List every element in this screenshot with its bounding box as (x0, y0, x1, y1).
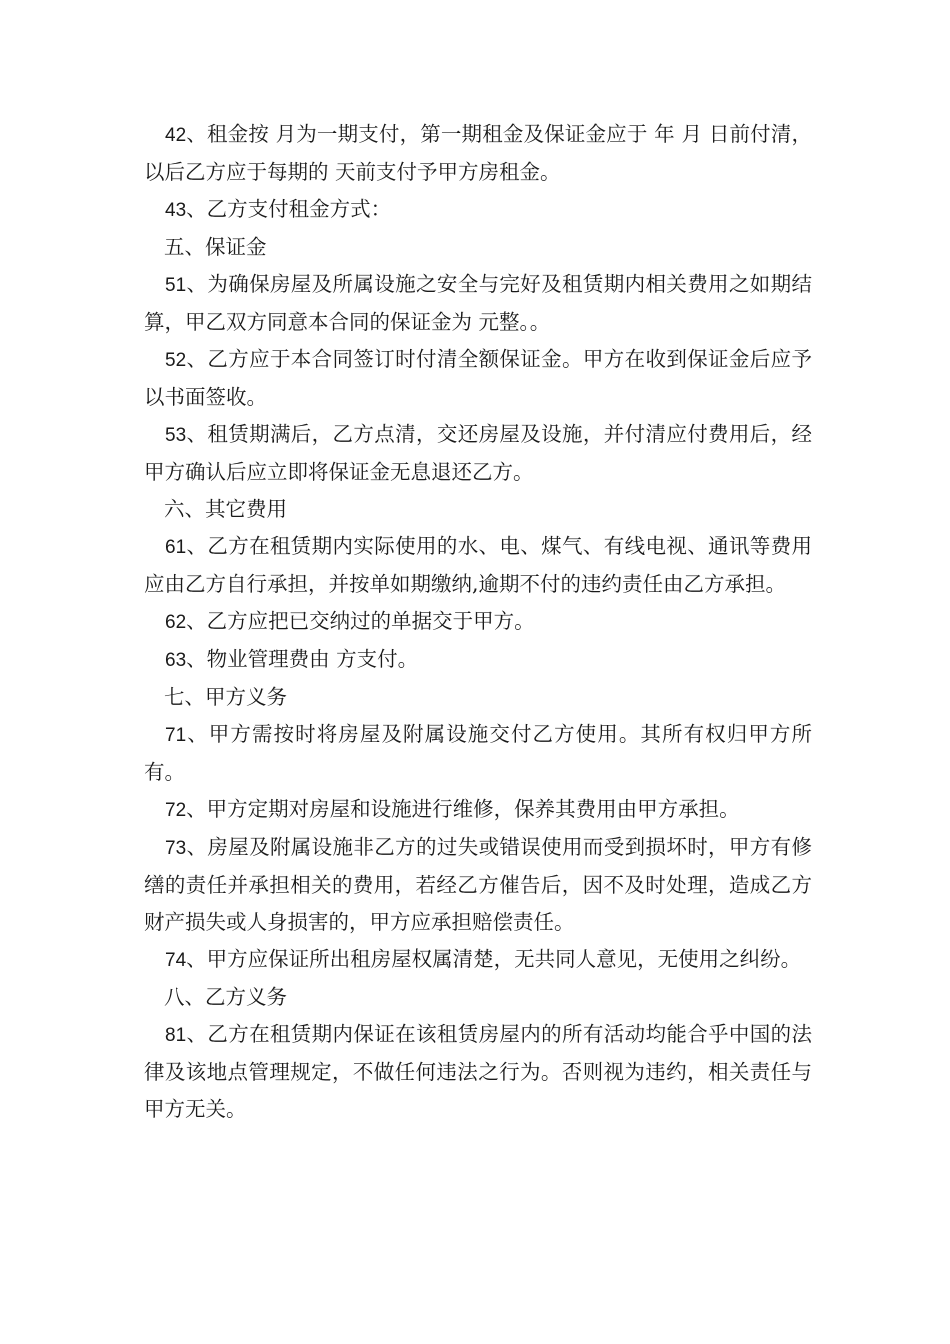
section-heading-text: 五、保证金 (164, 235, 267, 259)
section-heading-party-a-duties (144, 679, 812, 716)
clause-51 (144, 266, 812, 341)
clause-62 (144, 603, 812, 641)
clause-text: 、甲方需按时将房屋及附属设施交付乙方使用。其所有权归甲方所有。 (144, 722, 812, 784)
clause-text: 、甲方定期对房屋和设施进行维修，保养其费用由甲方承担。 (186, 797, 740, 821)
clause-number: 62 (165, 612, 187, 633)
clause-text: 、乙方应于本合同签订时付清全额保证金。甲方在收到保证金后应予以书面签收。 (144, 347, 812, 409)
clause-number: 71 (165, 725, 187, 746)
clause-text: 、物业管理费由 方支付。 (186, 647, 419, 671)
clause-number: 61 (165, 537, 187, 558)
clause-number: 81 (165, 1025, 187, 1046)
clause-43 (144, 191, 812, 229)
clause-number: 74 (165, 950, 187, 971)
clause-72 (144, 791, 812, 829)
section-heading-other-fees (144, 491, 812, 528)
clause-52 (144, 341, 812, 416)
section-heading-party-b-duties (144, 979, 812, 1016)
clause-text: 、甲方应保证所出租房屋权属清楚，无共同人意见，无使用之纠纷。 (186, 947, 802, 971)
document-body (144, 116, 812, 1128)
clause-number: 72 (165, 800, 187, 821)
clause-text: 、乙方在租赁期内实际使用的水、电、煤气、有线电视、通讯等费用应由乙方自行承担，并按单如期缴纳,逾期不付的违约责任由乙方承担。 (144, 534, 812, 596)
clause-42 (144, 116, 812, 191)
clause-71 (144, 716, 812, 791)
clause-74 (144, 941, 812, 979)
clause-text: 、乙方在租赁期内保证在该租赁房屋内的所有活动均能合乎中国的法律及该地点管理规定，不做任何违法之行为。否则视为违约，相关责任与甲方无关。 (144, 1022, 812, 1121)
clause-number: 52 (165, 350, 187, 371)
clause-text: 、乙方应把已交纳过的单据交于甲方。 (186, 609, 535, 633)
clause-73 (144, 829, 812, 941)
clause-number: 42 (165, 125, 187, 146)
clause-text: 、租赁期满后，乙方点清，交还房屋及设施，并付清应付费用后，经甲方确认后应立即将保证金无息退还乙方。 (144, 422, 812, 484)
clause-text: 、乙方支付租金方式： (186, 197, 392, 221)
section-heading-text: 七、甲方义务 (164, 685, 287, 709)
section-heading-text: 八、乙方义务 (164, 985, 287, 1009)
clause-number: 53 (165, 425, 187, 446)
clause-61 (144, 528, 812, 603)
section-heading-deposit (144, 229, 812, 266)
clause-53 (144, 416, 812, 491)
section-heading-text: 六、其它费用 (164, 497, 287, 521)
clause-text: 、租金按 月为一期支付，第一期租金及保证金应于 年 月 日前付清，以后乙方应于每期的 天前支付予甲方房租金。 (144, 122, 812, 184)
clause-63 (144, 641, 812, 679)
clause-number: 43 (165, 200, 187, 221)
clause-81 (144, 1016, 812, 1128)
clause-number: 73 (165, 838, 187, 859)
clause-number: 63 (165, 650, 187, 671)
clause-text: 、为确保房屋及所属设施之安全与完好及租赁期内相关费用之如期结算，甲乙双方同意本合同的保证金为 元整。。 (144, 272, 812, 334)
clause-number: 51 (165, 275, 187, 296)
clause-text: 、房屋及附属设施非乙方的过失或错误使用而受到损坏时，甲方有修缮的责任并承担相关的费用，若经乙方催告后，因不及时处理，造成乙方财产损失或人身损害的，甲方应承担赔偿责任。 (144, 835, 812, 934)
